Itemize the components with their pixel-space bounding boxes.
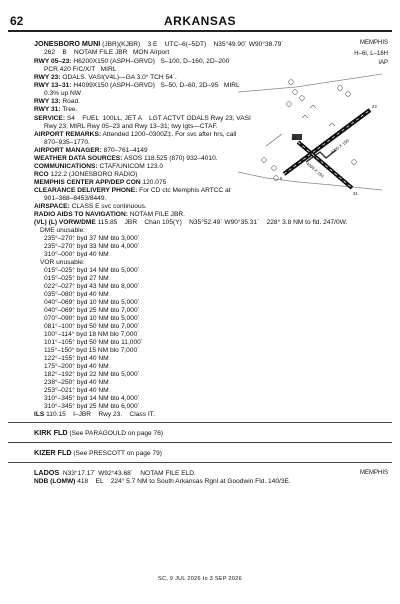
- approach-label: MEMPHIS CENTER APP/DEP CON: [34, 179, 141, 186]
- runway-0523-line: [34, 58, 229, 66]
- region-tag: MEMPHIS: [359, 40, 388, 46]
- state-title: ARKANSAS: [163, 14, 236, 28]
- restriction-item: 070°–090° byd 10 NM blo 5,000´: [44, 315, 140, 322]
- runways: [284, 110, 370, 188]
- ils-line: [34, 411, 155, 419]
- runway-31-text: Tree.: [60, 106, 78, 113]
- manager-text: 870–761–4149: [101, 147, 148, 154]
- runway-13-text: Road.: [60, 98, 80, 105]
- remarks-label: AIRPORT REMARKS:: [34, 131, 102, 138]
- obstruction-symbol: [262, 158, 267, 163]
- comms-text: CTAF/UNICOM 123.0: [97, 163, 164, 170]
- manager-label: AIRPORT MANAGER:: [34, 147, 102, 154]
- airspace-text: CLASS E svc continuous.: [69, 203, 147, 210]
- airport-title: JONESBORO MUNI: [34, 39, 101, 48]
- restriction-item: 175°–200° byd 40 NM: [44, 363, 109, 370]
- runway-0523-text: H6200X150 (ASPH–GRVD) S–100, D–160, 2D–200: [71, 58, 230, 65]
- obstruction-symbol: [352, 160, 357, 165]
- obstruction-symbol: [300, 96, 305, 101]
- chart-tag: H–6I, L–16H: [354, 51, 388, 57]
- obstruction-symbol: [287, 102, 292, 107]
- obstruction-symbol: [338, 86, 343, 91]
- obstruction-symbol: [272, 166, 277, 171]
- approach-text: 120.075: [140, 179, 167, 186]
- runway-31-label: RWY 31:: [34, 106, 61, 113]
- clearance-text: For CD ctc Memphis ARTCC at: [137, 187, 231, 194]
- runway-end-5: 5: [280, 176, 283, 181]
- roads: [238, 74, 382, 190]
- restriction-item: 182°–192° byd 22 NM blo 5,000´: [44, 371, 140, 378]
- rco-label: RCO: [34, 171, 49, 178]
- remarks-line2: 870–935–1770.: [44, 139, 90, 146]
- approach-line: [34, 179, 166, 187]
- restriction-item: 253°–021° byd 40 NM: [44, 387, 109, 394]
- runway-31-line: [34, 106, 77, 114]
- restriction-item: 100°–114° byd 18 NM blo 7,000´: [44, 331, 140, 338]
- rco-line: [34, 171, 137, 179]
- restriction-item: 022°–027° byd 43 NM blo 8,000´: [44, 283, 140, 290]
- lados-line: [34, 469, 196, 478]
- navaid-header-text: NOTAM FILE JBR.: [127, 211, 185, 218]
- navaid-header-label: RADIO AIDS TO NAVIGATION:: [34, 211, 128, 218]
- remarks-line: [34, 131, 236, 139]
- airport-ident: (JBR)(KJBR) 3 E UTC–6(–5DT) N35°49.90´ W90°38.79´: [102, 41, 284, 48]
- runway-1331-line: [34, 82, 240, 90]
- rco-text: 122.2 (JONESBORO RADIO): [48, 171, 138, 178]
- page-number: 62: [10, 14, 24, 28]
- kizer-title: KIZER FLD: [34, 448, 72, 457]
- weather-line: [34, 155, 218, 163]
- kirk-title: KIRK FLD: [34, 428, 68, 437]
- restriction-item: 122°–155° byd 40 NM: [44, 355, 109, 362]
- runway-0523-label: RWY 05–23:: [34, 58, 72, 65]
- restriction-item: 035°–080° byd 40 NM: [44, 291, 109, 298]
- restriction-item: 040°–069° byd 25 NM blo 7,000´: [44, 307, 140, 314]
- restriction-item: 115°–150° byd 15 NM blo 7,000´: [44, 347, 140, 354]
- navaid-header-line: [34, 211, 185, 219]
- remarks-text: Attended 1200–0300Z‡. For svc after hrs, call: [101, 131, 237, 138]
- obstruction-symbol: [346, 92, 351, 97]
- airspace-label: AIRSPACE:: [34, 203, 70, 210]
- runway-1331-text: H4099X150 (ASPH–GRVD) S–50, D–60, 2D–95 MIRL: [71, 82, 240, 89]
- road-line: [238, 74, 382, 92]
- runway-13-line: [34, 98, 80, 106]
- obstruction-symbol: [293, 90, 298, 95]
- vor-label: (VL) (L) VORW/DME: [34, 219, 96, 226]
- runway-end-13: 13: [291, 136, 296, 141]
- airport-heading-line: [34, 40, 284, 49]
- obstruction-symbol: [329, 123, 335, 126]
- header-rule: [8, 30, 392, 32]
- section-rule: [8, 422, 392, 423]
- road-line: [266, 134, 282, 146]
- service-line2: Rwy 23; MIRL Rwy 05–23 and Rwy 13–31; twy lgts—CTAF.: [44, 123, 218, 130]
- airport-loc-line: 262 B NOTAM FILE JBR MON Airport: [44, 49, 170, 56]
- restriction-item: 310°–345° byd 25 NM blo 6,000´: [44, 403, 140, 410]
- vor-text: 115.85 JBR Chan 105(Y) N35°52.49´ W90°35.31´ 228° 3.8 NM to fld. 247/0W.: [95, 219, 348, 226]
- kizer-line: [34, 449, 162, 458]
- vor-line: [34, 219, 347, 227]
- dme-unusable-label: DME unusable:: [40, 227, 86, 234]
- footer-effective-dates: SC, 9 JUL 2026 to 3 SEP 2026: [158, 576, 242, 582]
- runway-end-31: 31: [353, 191, 358, 196]
- runway-end-23: 23: [372, 104, 377, 109]
- section-rule: [8, 462, 392, 463]
- lados-ndb-line: [34, 478, 291, 486]
- ils-text: 110.15 I–JBR Rwy 23. Class IT.: [44, 411, 155, 418]
- restriction-item: 238°–250° byd 40 NM: [44, 379, 109, 386]
- road-line: [238, 172, 382, 190]
- iap-tag-text: IAP: [378, 60, 388, 66]
- lados-title: LADOS: [34, 468, 60, 477]
- restriction-item: 081°–100° byd 50 NM blo 7,000´: [44, 323, 140, 330]
- runway-0523-line2: PCR 420 F/C/X/T MIRL: [44, 66, 117, 73]
- restriction-item: 015°–025° byd 14 NM blo 5,000´: [44, 267, 140, 274]
- kirk-line: [34, 429, 163, 438]
- comms-label: COMMUNICATIONS:: [34, 163, 98, 170]
- obstruction-symbol: [310, 105, 316, 108]
- weather-text: ASOS 118.525 (870) 932–4010.: [122, 155, 218, 162]
- runway-23-line: [34, 74, 177, 82]
- runway-13-label: RWY 13:: [34, 98, 61, 105]
- lados-text: N33°17.17´ W92°43.68´ NOTAM FILE ELD.: [59, 470, 196, 477]
- runway-long-dimension: 6200 X 150: [329, 137, 350, 155]
- runway-short-dimension: 4099 X 150: [305, 160, 325, 179]
- comms-line: [34, 163, 163, 171]
- obstruction-symbol: [302, 115, 308, 118]
- clearance-label: CLEARANCE DELIVERY PHONE:: [34, 187, 138, 194]
- obstruction-symbol: [289, 80, 294, 85]
- kizer-ref: (See PRESCOTT on page 79): [71, 450, 162, 457]
- manager-line: [34, 147, 148, 155]
- vor-unusable-label: VOR unusable:: [40, 259, 85, 266]
- section-rule: [8, 442, 392, 443]
- clearance-line2: 901–368–8453/8449.: [44, 195, 107, 202]
- runway-23-text: ODALS. VASI(V4L)—GA 3.0° TCH 54´.: [60, 74, 177, 81]
- restriction-item: 235°–270° byd 33 NM blo 4,000´: [44, 243, 140, 250]
- ndb-label: NDB (LOMW): [34, 478, 76, 485]
- clearance-line: [34, 187, 231, 195]
- runway-1331-line2: 0.3% up NW: [44, 90, 82, 97]
- runway-23-label: RWY 23:: [34, 74, 61, 81]
- restriction-item: 101°–105° byd 50 NM blo 11,000´: [44, 339, 143, 346]
- restriction-item: 040°–069° byd 10 NM blo 5,000´: [44, 299, 140, 306]
- service-line: [34, 115, 251, 123]
- kirk-ref: (See PARAGOULD on page 76): [67, 430, 164, 437]
- restriction-item: 310°–345° byd 14 NM blo 4,000´: [44, 395, 140, 402]
- restriction-item: 015°–025° byd 27 NM: [44, 275, 109, 282]
- lados-region-tag: MEMPHIS: [359, 470, 388, 476]
- restriction-item: 235°–270° byd 37 NM blo 3,000´: [44, 235, 140, 242]
- runway-1331-label: RWY 13–31:: [34, 82, 72, 89]
- ils-label: ILS: [34, 411, 45, 418]
- service-text: S4 FUEL 100LL, JET A LGT ACTVT ODALS Rwy 23; VASI: [65, 115, 251, 122]
- airport-diagram: [236, 64, 386, 214]
- restriction-item: 310°–000° byd 40 NM: [44, 251, 109, 258]
- airspace-line: [34, 203, 147, 211]
- ndb-text: 418 EL 224° 5.7 NM to South Arkansas Rgnl at Goodwin Fld. 140/3E.: [75, 478, 291, 485]
- service-label: SERVICE:: [34, 115, 66, 122]
- weather-label: WEATHER DATA SOURCES:: [34, 155, 123, 162]
